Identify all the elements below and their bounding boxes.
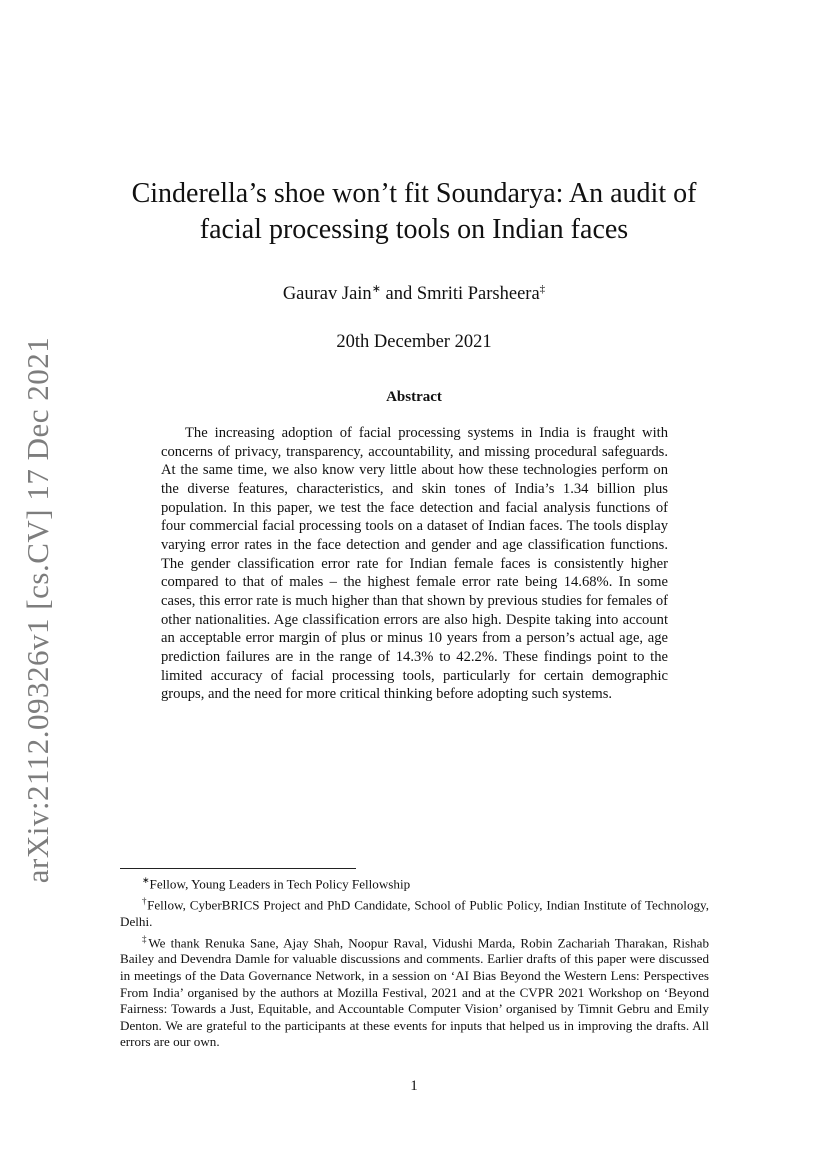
footnote-mark-1: ∗ — [142, 875, 150, 885]
page-number: 1 — [410, 1078, 418, 1094]
footnote-text-3: We thank Renuka Sane, Ajay Shah, Noopur Raval, Vidushi Marda, Robin Zachariah Tharakan, Rishab Bailey and Devendra Damle for valuable discussions and comments. Earlier drafts of this paper were discussed in meetings of the Data Governance Network, in a session on ‘AI Bias Beyond the Western Lens: Perspectives From India’ organised by the authors at Mozilla Festival, 2021 and at the CVPR 2021 Workshop on ‘Beyond Fairness: Towards a Just, Equitable, and Accountable Computer Vision’ organised by Timnit Gebru and Emily Denton. We are grateful to the participants at these events for inputs that helped us in improving the drafts. All errors are our own. — [120, 934, 709, 1050]
footnote-mark-3: ‡ — [142, 933, 149, 944]
footnotes — [120, 872, 709, 1051]
footnote-1 — [120, 872, 709, 893]
abstract-body — [161, 424, 668, 704]
author-name-2: Smriti Parsheera — [416, 284, 540, 305]
footnote-divider — [120, 868, 356, 869]
author-name-1: Gaurav Jain — [282, 284, 372, 305]
footnote-2 — [120, 893, 709, 931]
author-list — [100, 282, 728, 305]
arxiv-identifier-stamp: arXiv:2112.09326v1 [cs.CV] 17 Dec 2021 — [20, 336, 55, 884]
footnote-text-1: Fellow, Young Leaders in Tech Policy Fellowship — [149, 876, 411, 892]
paper-title — [100, 176, 728, 248]
author-footnote-mark-1: ∗ — [371, 283, 381, 295]
footnote-mark-2: † — [142, 895, 148, 906]
publication-date: 20th December 2021 — [336, 332, 492, 352]
footnote-3 — [120, 931, 709, 1052]
paper-title-line-1: Cinderella’s shoe won’t fit Soundarya: An audit of — [131, 178, 697, 209]
author-footnote-mark-2: ‡ — [539, 283, 546, 295]
abstract-paragraph: The increasing adoption of facial processing systems in India is fraught with concerns of privacy, transparency, accountability, and missing procedural safeguards. At the same time, we also know very little about how these technologies perform on the diverse features, characteristics, and skin tones of India’s 1.34 billion plus population. In this paper, we test the face detection and facial analysis functions of four commercial facial processing tools on a dataset of Indian faces. The tools display varying error rates in the face detection and gender and age classification functions. The gender classification error rate for Indian female faces is consistently higher compared to that of males – the highest female error rate being 14.68%. In some cases, this error rate is much higher than that shown by previous studies for females of other nationalities. Age classification errors are also high. Despite taking into account an acceptable error margin of plus or minus 10 years from a person’s actual age, age prediction failures are in the range of 14.3% to 42.2%. These findings point to the limited accuracy of facial processing tools, particularly for certain demographic groups, and the need for more critical thinking before adopting such systems. — [161, 425, 668, 703]
paper-title-line-2: facial processing tools on Indian faces — [199, 214, 629, 245]
footnote-text-2: Fellow, CyberBRICS Project and PhD Candidate, School of Public Policy, Indian Institute of Technology, Delhi. — [120, 897, 710, 929]
abstract-heading: Abstract — [386, 389, 442, 405]
author-conjunction: and — [385, 284, 413, 305]
